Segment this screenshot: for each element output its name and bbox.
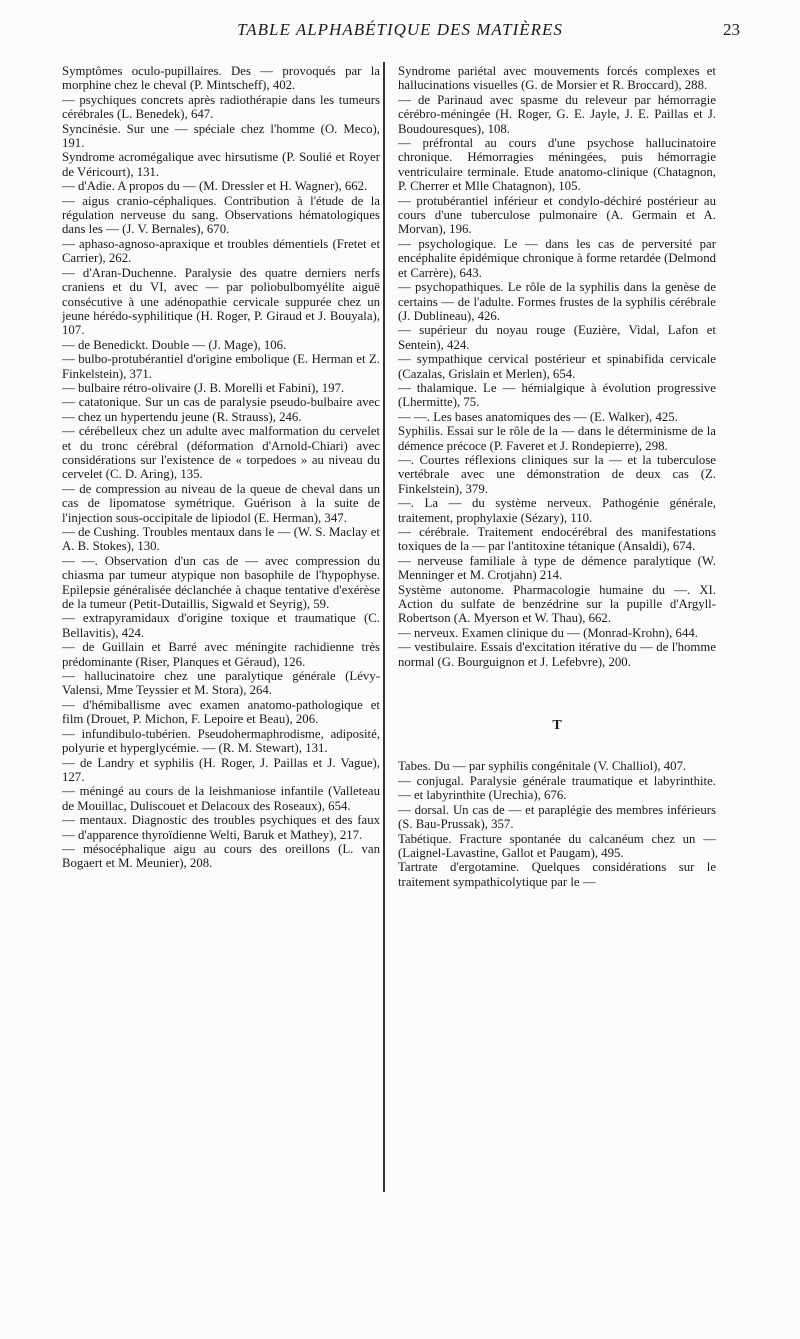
index-entry: — d'Aran-Duchenne. Paralysie des quatre derniers nerfs craniens et du VI, avec — par poliobulbomyélite aiguë consécutive à une adénopathie cervicale suppurée chez un jeune hérédo-syphilitique (H. Roger, P. Giraud et J. Bouyala), 107.	[62, 265, 380, 338]
index-entry: — conjugal. Paralysie générale traumatique et labyrinthite. — et labyrinthite (Urechia), 676.	[398, 773, 716, 803]
index-entry: — catatonique. Sur un cas de paralysie pseudo-bulbaire avec — chez un hypertendu jeune (R. Strauss), 246.	[62, 395, 380, 424]
index-entry: — cérébelleux chez un adulte avec malformation du cervelet et du tronc cérébral (déformation d'Arnold-Chiari) avec considérations sur l'existence de « torpedoes » au niveau du cervelet (C. D. Aring), 135.	[62, 424, 380, 482]
index-entry: — nerveux. Examen clinique du — (Monrad-Krohn), 644.	[398, 625, 698, 640]
running-title: TABLE ALPHABÉTIQUE DES MATIÈRES	[237, 20, 563, 39]
index-entry: — de Guillain et Barré avec méningite rachidienne très prédominante (Riser, Planques et Géraud), 126.	[62, 640, 380, 669]
index-entry: Syndrome acromégalique avec hirsutisme (P. Soulié et Royer de Véricourt), 131.	[62, 150, 380, 179]
right-column	[398, 64, 716, 889]
index-entry: — de compression au niveau de la queue de cheval dans un cas de lipomatose symétrique. Guérison à la suite de l'injection sous-occipitale de lipiodol (E. Herman), 347.	[62, 481, 380, 525]
index-entry: — psychopathiques. Le rôle de la syphilis dans la genèse de certains — de l'adulte. Formes frustes de la syphilis cérébrale (J. Dublineau), 426.	[398, 280, 716, 323]
index-entry: — méningé au cours de la leishmaniose infantile (Valleteau de Mouillac, Duliscouet et Delacoux des Roseaux), 654.	[62, 784, 380, 813]
index-entry: — nerveuse familiale à type de démence paralytique (W. Menninger et M. Crotjahn) 214.	[398, 553, 716, 583]
index-entry: — —. Les bases anatomiques des — (E. Walker), 425.	[398, 409, 678, 424]
index-entry: — vestibulaire. Essais d'excitation itérative du — de l'homme normal (G. Bourguignon et J. Lefebvre), 200.	[398, 640, 716, 669]
index-entry: — aphaso-agnoso-apraxique et troubles démentiels (Fretet et Carrier), 262.	[62, 236, 380, 266]
left-column	[62, 64, 380, 871]
index-entry: — psychologique. Le — dans les cas de perversité par encéphalite épidémique chronique à forme retardée (Delmond et Carrère), 643.	[398, 236, 716, 280]
index-entry: — mésocéphalique aigu au cours des oreillons (L. van Bogaert et M. Meunier), 208.	[62, 841, 380, 871]
index-entry: — de Landry et syphilis (H. Roger, J. Paillas et J. Vague), 127.	[62, 755, 380, 784]
index-entry: — aigus cranio-céphaliques. Contribution à l'étude de la régulation nerveuse du sang. Observations hématologiques dans les — (J. V. Bernales), 670.	[62, 193, 380, 237]
index-entry: — de Cushing. Troubles mentaux dans le — (W. S. Maclay et A. B. Stokes), 130.	[62, 525, 380, 554]
index-entry: — bulbo-protubérantiel d'origine embolique (E. Herman et Z. Finkelstein), 371.	[62, 352, 380, 381]
index-entry: — thalamique. Le — hémialgique à évolution progressive (Lhermitte), 75.	[398, 380, 716, 410]
index-entry: Syphilis. Essai sur le rôle de la — dans le déterminisme de la démence précoce (P. Faveret et J. Rondepierre), 298.	[398, 424, 716, 453]
index-entry: — cérébrale. Traitement endocérébral des manifestations toxiques de la — par l'antitoxine tétanique (Ansaldi), 674.	[398, 525, 716, 554]
index-entry: — d'hémiballisme avec examen anatomo-pathologique et film (Drouet, P. Michon, F. Lepoire et Beau), 206.	[62, 697, 380, 727]
page-header	[60, 20, 740, 44]
index-entry: Syncinésie. Sur une — spéciale chez l'homme (O. Meco), 191.	[62, 121, 380, 151]
index-entry: — protubérantiel inférieur et condylo-déchiré postérieur au cours d'une tuberculose pulmonaire (A. Germain et A. Morvan), 196.	[398, 193, 716, 237]
index-entry: — mentaux. Diagnostic des troubles psychiques et des faux — d'apparence thyroïdienne Welti, Baruk et Mathey), 217.	[62, 813, 380, 842]
index-entry: Tabétique. Fracture spontanée du calcanéum chez un — (Laignel-Lavastine, Gallot et Paugam), 495.	[398, 831, 716, 860]
index-entry: — extrapyramidaux d'origine toxique et traumatique (C. Bellavitis), 424.	[62, 611, 380, 640]
index-entry: —. Courtes réflexions cliniques sur la — et la tuberculose vertébrale avec une démonstration de deux cas (Z. Finkelstein), 379.	[398, 452, 716, 496]
index-entry: — hallucinatoire chez une paralytique générale (Lévy-Valensi, Mme Teyssier et M. Stora), 264.	[62, 669, 380, 698]
index-entry: — de Benedickt. Double — (J. Mage), 106.	[62, 337, 287, 352]
index-entry: — de Parinaud avec spasme du releveur par hémorragie cérébro-méningée (H. Roger, G. E. Jayle, J. E. Paillas et J. Boudouresques), 108.	[398, 92, 716, 136]
index-entry: —. La — du système nerveux. Pathogénie générale, traitement, prophylaxie (Sézary), 110.	[398, 496, 716, 525]
index-entry: Système autonome. Pharmacologie humaine du —. XI. Action du sulfate de benzédrine sur la pupille d'Argyll-Robertson (A. Myerson et W. Thau), 662.	[398, 582, 716, 626]
index-entry: — —. Observation d'un cas de — avec compression du chiasma par tumeur atypique non basophile de l'hypophyse. Epilepsie généralisée déclanchée à chaque tentative d'exérèse de la tumeur (Petit-Dutaillis, Sigwald et Seyrig), 59.	[62, 553, 380, 612]
section-letter: T	[552, 718, 562, 734]
index-entry: — psychiques concrets après radiothérapie dans les tumeurs cérébrales (L. Benedek), 647.	[62, 92, 380, 122]
index-entry: — supérieur du noyau rouge (Euzière, Vidal, Lafon et Sentein), 424.	[398, 323, 716, 352]
index-entry: Symptômes oculo-pupillaires. Des — provoqués par la morphine chez le cheval (P. Mintscheff), 402.	[62, 64, 380, 93]
index-entry: — d'Adie. A propos du — (M. Dressler et H. Wagner), 662.	[62, 179, 368, 194]
index-entry: Syndrome pariétal avec mouvements forcés complexes et hallucinations visuelles (G. de Morsier et R. Broccard), 288.	[398, 64, 716, 93]
index-entry: — infundibulo-tubérien. Pseudohermaphrodisme, adiposité, polyurie et hyperglycémie. — (R. M. Stewart), 131.	[62, 726, 380, 756]
index-entry: — dorsal. Un cas de — et paraplégie des membres inférieurs (S. Bau-Prussak), 357.	[398, 802, 716, 832]
index-entry: — bulbaire rétro-olivaire (J. B. Morelli et Fabini), 197.	[62, 380, 345, 395]
index-entry: Tabes. Du — par syphilis congénitale (V. Challiol), 407.	[398, 759, 687, 774]
index-entry: Tartrate d'ergotamine. Quelques considérations sur le traitement sympathicolytique par le —	[398, 860, 716, 889]
page-number: 23	[723, 20, 740, 39]
index-entry: — préfrontal au cours d'une psychose hallucinatoire chronique. Hémorragies méningées, puis hémorragie ventriculaire terminale. Etude anatomo-clinique (Chatagnon, P. Cherrer et Mlle Chatagnon), 105.	[398, 136, 716, 194]
index-entry: — sympathique cervical postérieur et spinabifida cervicale (Cazalas, Grislain et Merlen), 654.	[398, 352, 716, 381]
column-divider	[383, 62, 385, 1192]
